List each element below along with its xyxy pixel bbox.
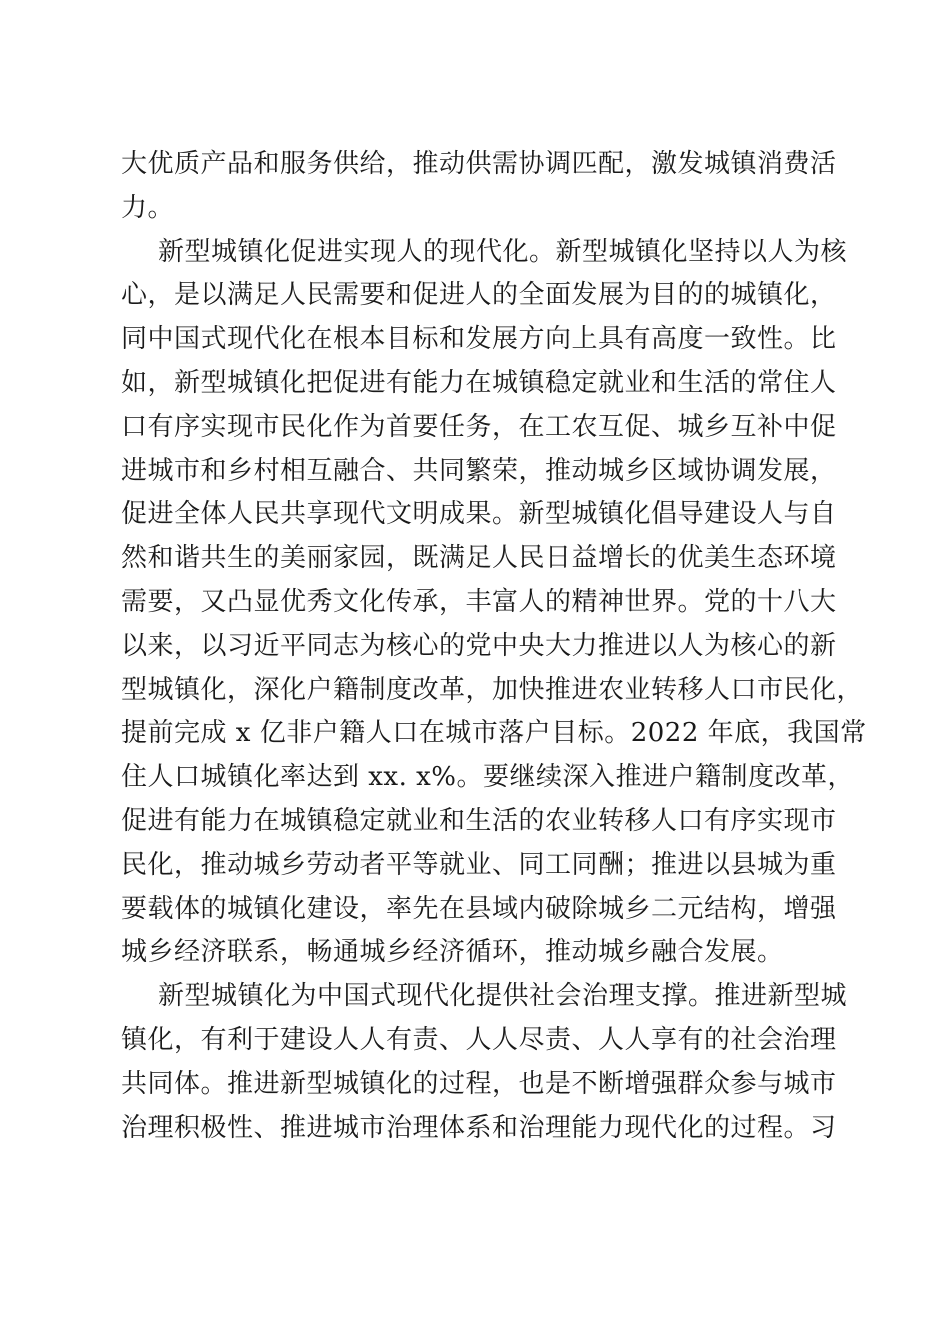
text-line: 进城市和乡村相互融合、共同繁荣，推动城乡区域协调发展，	[121, 455, 837, 486]
paragraph-start-line: 新型城镇化为中国式现代化提供社会治理支撑。推进新型城	[158, 981, 848, 1012]
text-line: 同中国式现代化在根本目标和发展方向上具有高度一致性。比	[121, 324, 837, 355]
paragraph-start-line: 新型城镇化促进实现人的现代化。新型城镇化坚持以人为核	[158, 236, 848, 267]
text-line: 共同体。推进新型城镇化的过程，也是不断增强群众参与城市	[121, 1068, 837, 1099]
text-line: 型城镇化，深化户籍制度改革，加快推进农业转移人口市民化，	[121, 674, 864, 705]
text-line: 然和谐共生的美丽家园，既满足人民日益增长的优美生态环境	[121, 543, 837, 574]
text-line: 治理积极性、推进城市治理体系和治理能力现代化的过程。习	[121, 1112, 837, 1143]
text-line: 如，新型城镇化把促进有能力在城镇稳定就业和生活的常住人	[121, 367, 837, 398]
text-line: 要载体的城镇化建设，率先在县域内破除城乡二元结构，增强	[121, 893, 837, 924]
text-line: 城乡经济联系，畅通城乡经济循环，推动城乡融合发展。	[121, 937, 784, 968]
text-line: 民化，推动城乡劳动者平等就业、同工同酬；推进以县城为重	[121, 849, 837, 880]
text-line: 住人口城镇化率达到 xx. x%。要继续深入推进户籍制度改革，	[121, 762, 854, 793]
text-line: 促进全体人民共享现代文明成果。新型城镇化倡导建设人与自	[121, 499, 837, 530]
text-line: 镇化，有利于建设人人有责、人人尽责、人人享有的社会治理	[121, 1024, 837, 1055]
text-line: 力。	[121, 192, 175, 223]
text-line: 促进有能力在城镇稳定就业和生活的农业转移人口有序实现市	[121, 805, 837, 836]
text-line: 需要，又凸显优秀文化传承，丰富人的精神世界。党的十八大	[121, 586, 837, 617]
body-text	[121, 143, 867, 1150]
text-line: 心，是以满足人民需要和促进人的全面发展为目的的城镇化，	[121, 280, 837, 311]
text-line: 以来，以习近平同志为核心的党中央大力推进以人为核心的新	[121, 630, 837, 661]
text-line: 大优质产品和服务供给，推动供需协调匹配，激发城镇消费活	[121, 149, 837, 179]
text-line: 口有序实现市民化作为首要任务，在工农互促、城乡互补中促	[121, 411, 837, 442]
text-line: 提前完成 x 亿非户籍人口在城市落户目标。2022 年底，我国常	[121, 718, 867, 749]
